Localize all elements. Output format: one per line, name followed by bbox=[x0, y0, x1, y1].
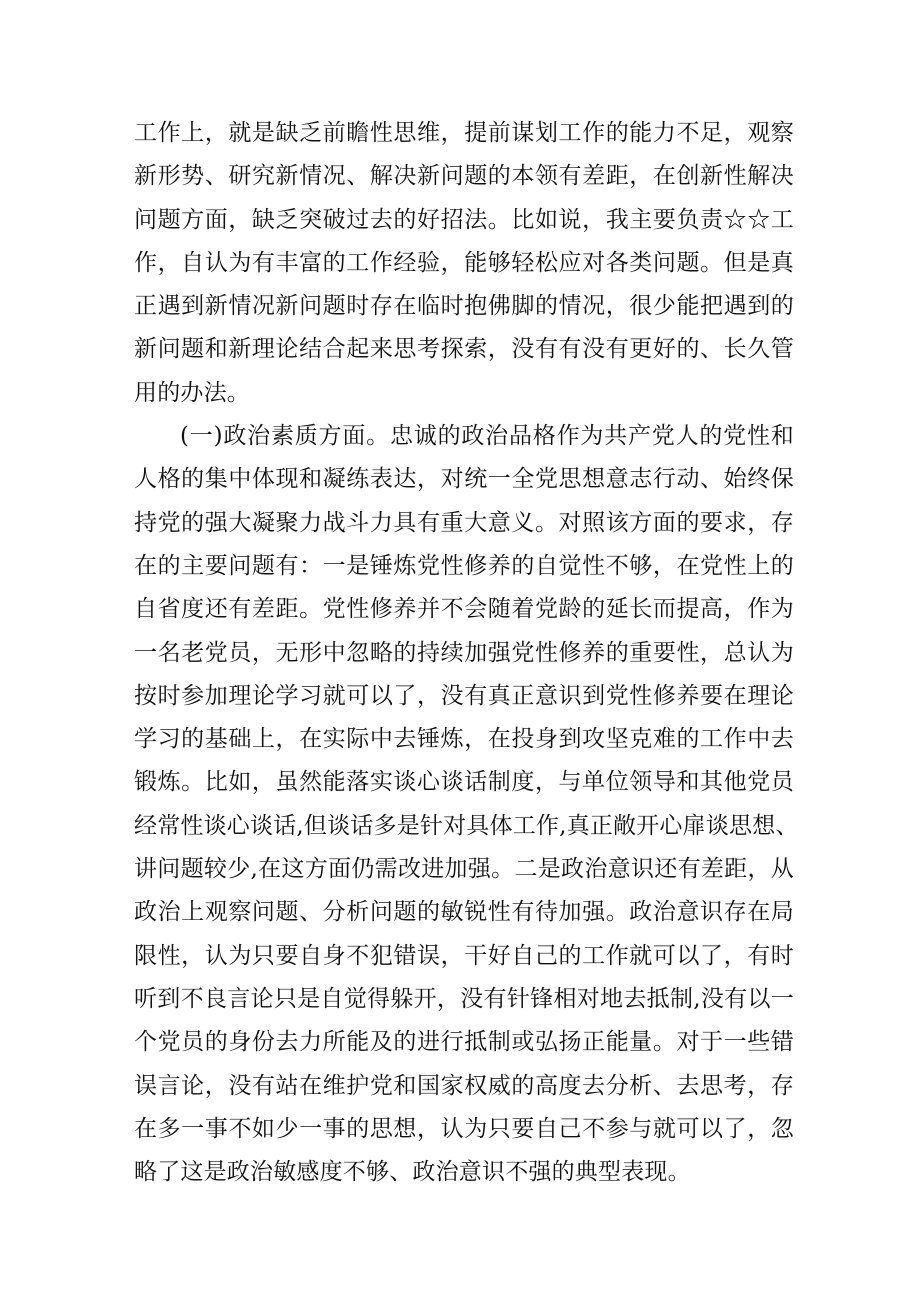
paragraph-1-line: 工作上，就是缺乏前瞻性思维，提前谋划工作的能力不足，观察 bbox=[134, 120, 794, 146]
paragraph-2-line: 一名老党员，无形中忽略的持续加强党性修养的重要性，总认为 bbox=[134, 639, 794, 666]
paragraph-2-line: 略了这是政治敏感度不够、政治意识不强的典型表现。 bbox=[134, 1159, 691, 1186]
paragraph-2-line: 听到不良言论只是自觉得躲开，没有针锋相对地去抵制,没有以一 bbox=[134, 985, 794, 1012]
paragraph-2-line: 限性，认为只要自身不犯错误，干好自己的工作就可以了，有时 bbox=[134, 942, 794, 969]
paragraph-2-line: 学习的基础上，在实际中去锤炼，在投身到攻坚克难的工作中去 bbox=[134, 726, 794, 753]
paragraph-1-line: 新形势、研究新情况、解决新问题的本领有差距，在创新性解决 bbox=[134, 163, 794, 190]
paragraph-2-line: 持党的强大凝聚力战斗力具有重大意义。对照该方面的要求，存 bbox=[134, 509, 794, 536]
paragraph-2-line: 讲问题较少,在这方面仍需改进加强。二是政治意识还有差距，从 bbox=[134, 856, 794, 883]
paragraph-1-line: 作，自认为有丰富的工作经验，能够轻松应对各类问题。但是真 bbox=[134, 249, 794, 276]
paragraph-1-line: 问题方面，缺乏突破过去的好招法。比如说，我主要负责☆☆工 bbox=[134, 206, 794, 233]
paragraph-2-line: 经常性谈心谈话,但谈话多是针对具体工作,真正敞开心扉谈思想、 bbox=[134, 812, 799, 839]
paragraph-1-line: 新问题和新理论结合起来思考探索，没有有没有更好的、长久管 bbox=[134, 336, 794, 363]
paragraph-1-line: 正遇到新情况新问题时存在临时抱佛脚的情况，很少能把遇到的 bbox=[134, 293, 794, 320]
paragraph-2-line: 按时参加理论学习就可以了，没有真正意识到党性修养要在理论 bbox=[134, 682, 794, 709]
paragraph-2-line: 锻炼。比如，虽然能落实谈心谈话制度，与单位领导和其他党员 bbox=[134, 769, 794, 796]
paragraph-2-line: (一)政治素质方面。忠诚的政治品格作为共产党人的党性和 bbox=[180, 423, 794, 450]
paragraph-2-line: 误言论，没有站在维护党和国家权威的高度去分析、去思考，存 bbox=[134, 1072, 794, 1099]
body-text bbox=[134, 112, 799, 1194]
paragraph-2-line: 自省度还有差距。党性修养并不会随着党龄的延长而提高，作为 bbox=[134, 596, 794, 623]
paragraph-2-line: 个党员的身份去力所能及的进行抵制或弘扬正能量。对于一些错 bbox=[134, 1029, 794, 1056]
paragraph-2-line: 在的主要问题有：一是锤炼党性修养的自觉性不够，在党性上的 bbox=[134, 552, 794, 579]
paragraph-2-line: 在多一事不如少一事的思想，认为只要自己不参与就可以了，忽 bbox=[134, 1115, 794, 1142]
paragraph-2-line: 政治上观察问题、分析问题的敏锐性有待加强。政治意识存在局 bbox=[134, 899, 794, 926]
paragraph-1-line: 用的办法。 bbox=[134, 379, 250, 406]
paragraph-2-line: 人格的集中体现和凝练表达，对统一全党思想意志行动、始终保 bbox=[134, 466, 794, 493]
